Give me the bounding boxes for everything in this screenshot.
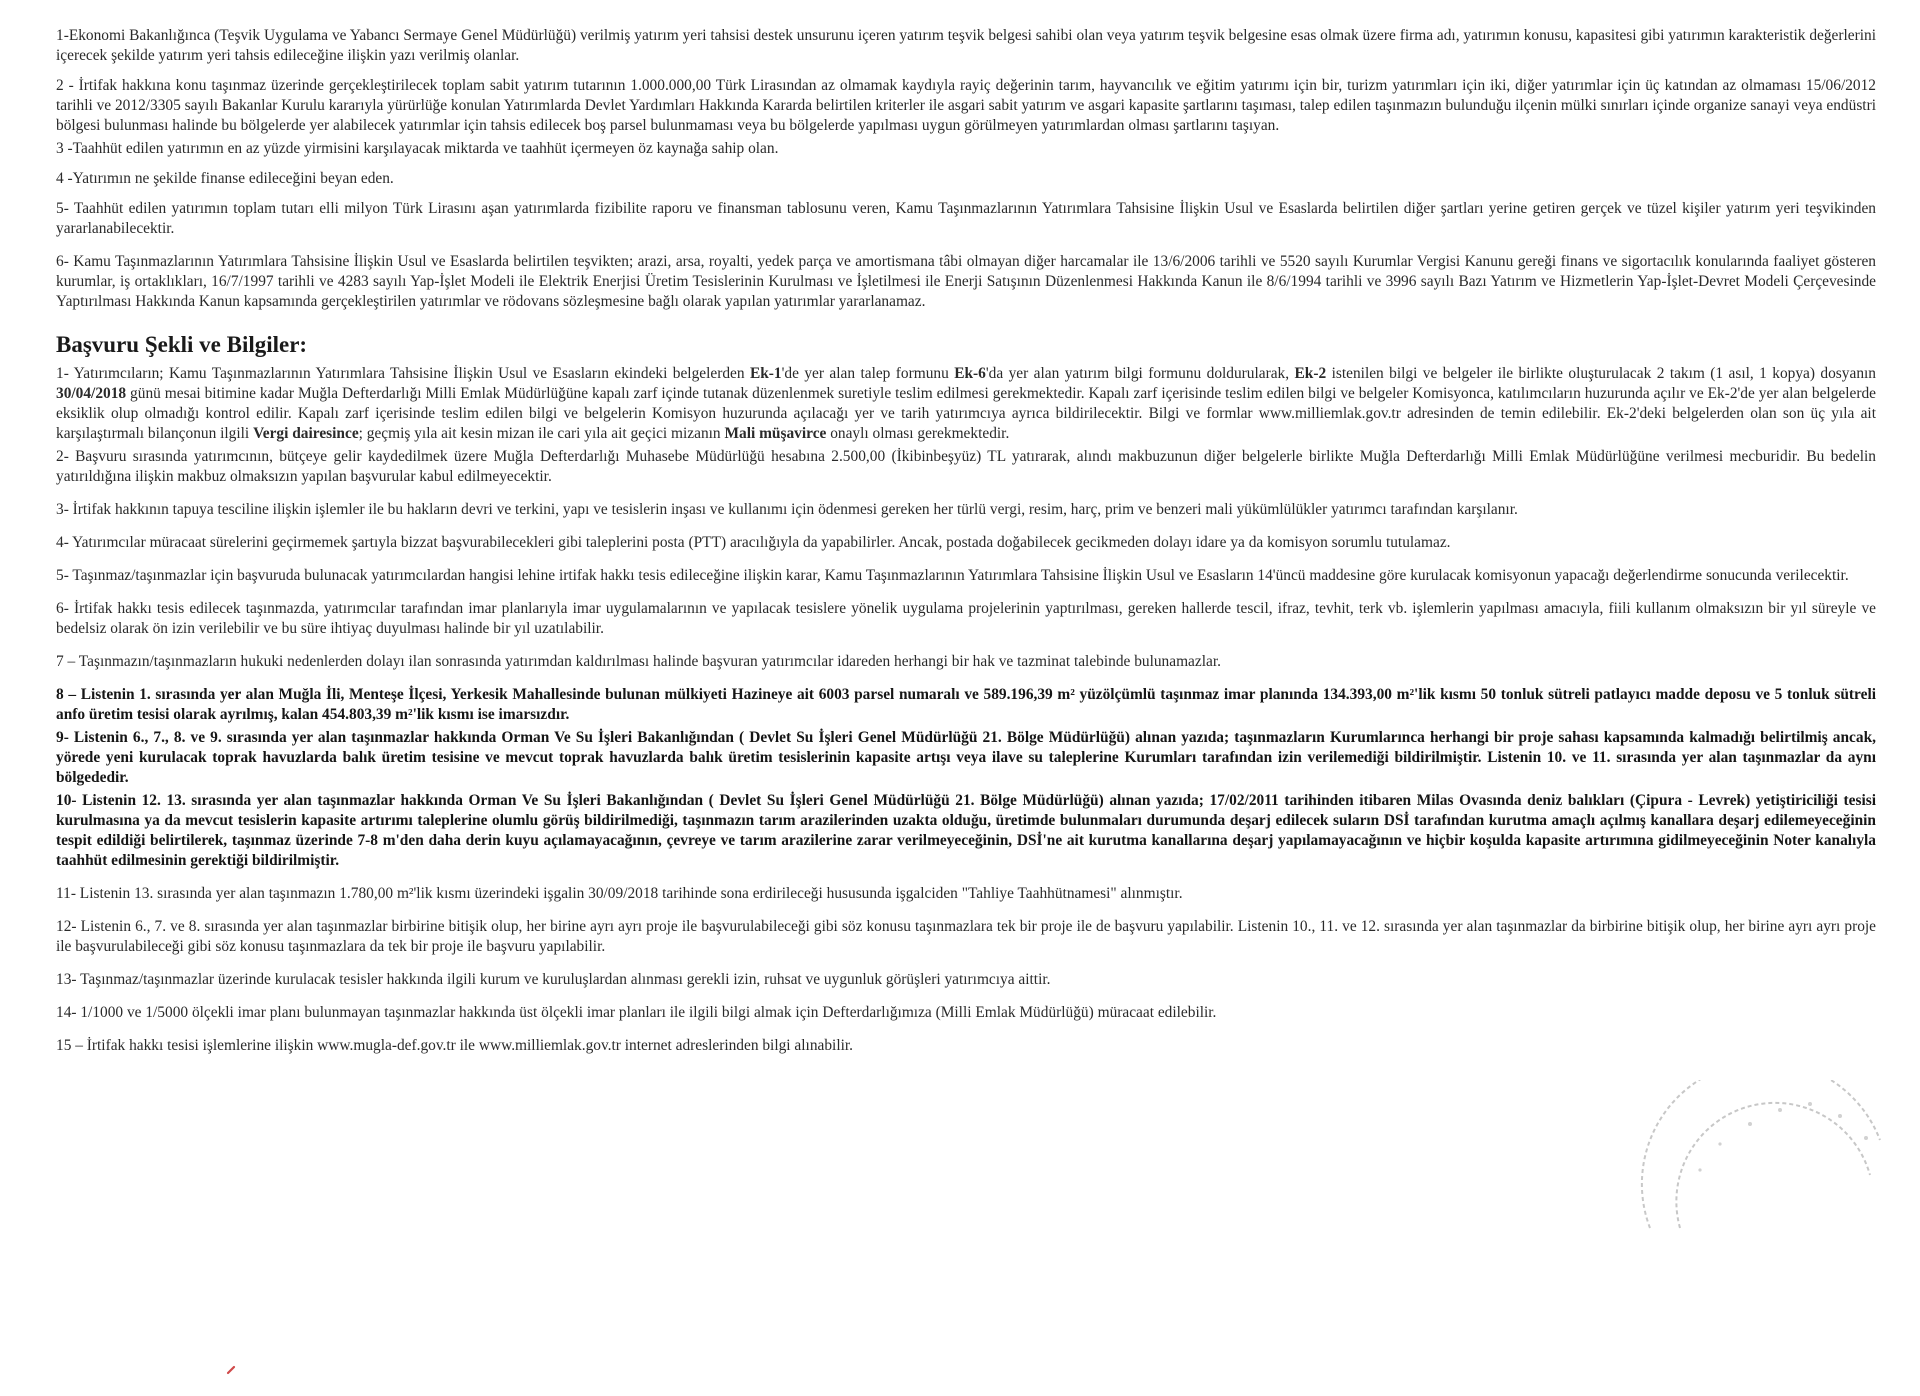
eligibility-item-3: 3 -Taahhüt edilen yatırımın en az yüzde yirmisini karşılayacak miktarda ve taahhüt içermeyen öz kaynağa sahip olan. [56,140,779,157]
application-item-3: 3- İrtifak hakkının tapuya tesciline ilişkin işlemler ile bu hakların devri ve terkini, yapı ve tesislerin inşası ve kullanımı için ödenmesi gereken her türlü vergi, resim, harç, prim ve benzeri mali yükümlülükler yatırımcı tarafından karşılanır. [56,501,1518,518]
application-item-7: 7 – Taşınmazın/taşınmazların hukuki nedenlerden dolayı ilan sonrasında yatırımdan kaldırılması halinde başvuran yatırımcılar idareden herhangi bir hak ve tazminat talebinde bulunamazlar. [56,653,1221,670]
application-item-13: 13- Taşınmaz/taşınmazlar üzerinde kurulacak tesisler hakkında ilgili kurum ve kuruluşlardan alınması gerekli izin, ruhsat ve uygunluk görüşleri yatırımcıya aittir. [56,971,1051,988]
application-item-9: 9- Listenin 6., 7., 8. ve 9. sırasında yer alan taşınmazlar hakkında Orman Ve Su İşleri Bakanlığından ( Devlet Su İşleri Genel Müdürlüğü 21. Bölge Müdürlüğü) alınan yazıda; taşınmazların Kurumlarınca herhangi bir proje sahası kapsamında kalmadığı belirtilmiş ancak, yörede yeni kurulacak toprak havuzlarda balık üretim tesisine ve mevcut toprak havuzlarda balık üretim tesislerinin kapasite artışı veya ilave su taleplerine Kurumları tarafından izin verilemediği bildirilmiştir. Listenin 10. ve 11. sırasında yer alan taşınmazlar da aynı bölgededir. [56,729,1876,786]
application-item-6: 6- İrtifak hakkı tesis edilecek taşınmazda, yatırımcılar tarafından imar planlarıyla imar uygulamalarının ve yapılacak tesislere yönelik uygulama projelerinin yaptırılması, gereken hallerde tescil, ifraz, tevhit, terk vb. işlemlerin yapılması amacıyla, fiili kullanım olmaksızın bir yıl süreyle ve bedelsiz olarak ön izin verilebilir ve bu süre ihtiyaç duyulması halinde bir yıl uzatılabilir. [56,600,1876,637]
eligibility-item-1: 1-Ekonomi Bakanlığınca (Teşvik Uygulama ve Yabancı Sermaye Genel Müdürlüğü) verilmiş yatırım yeri tahsisi destek unsurunu içeren yatırım teşvik belgesi sahibi olan veya yatırım teşvik belgesine esas olmak üzere firma adı, yatırımın konusu, kapasitesi gibi yatırımın karakteristik değerlerini içerecek şekilde yatırım yeri tahsis edileceğine ilişkin yazı verilmiş olanlar. [56,27,1876,64]
application-item-15: 15 – İrtifak hakkı tesisi işlemlerine ilişkin www.mugla-def.gov.tr ile www.milliemlak.gov.tr internet adreslerinden bilgi alınabilir. [56,1037,853,1054]
section-heading: Başvuru Şekli ve Bilgiler: [56,332,308,357]
application-item-8: 8 – Listenin 1. sırasında yer alan Muğla İli, Menteşe İlçesi, Yerkesik Mahallesinde bulunan mülkiyeti Hazineye ait 6003 parsel numaralı ve 589.196,39 m² yüzölçümlü taşınmaz imar planında 134.393,00 m²'lik kısmı 50 tonluk sütreli patlayıcı madde deposu ve 5 tonluk sütreli anfo üretim tesisi olarak ayrılmış, kalan 454.803,39 m²'lik kısmı ise imarsızdır. [56,686,1876,723]
text-run: günü mesai bitimine kadar Muğla Defterdarlığı Milli Emlak Müdürlüğüne kapalı zarf içinde tutanak düzenlenmek suretiyle teslim edilmesi gerekmektedir. Kapalı zarf içerisinde teslim edilen bilgi ve belgeler Komisyonca, katılımcıların huzurunda açılır ve Ek-2'de yer alan belgelerde eksiklik olup olmadığı kontrol edilir. Kapalı zarf içerisinde teslim edilen bilgi ve belgelerin Komisyon huzurunda açılacağı yer ve tarih yatırımcıya ayrıca bildirilecektir. Bilgi ve formlar www.milliemlak.gov.tr adresinden de temin edilebilir. Ek-2'deki belgelerden olan son üç yıla ait karşılaştırmalı bilançonun ilgili [56,385,1876,442]
red-pen-mark-icon [226,1365,236,1375]
eligibility-item-5: 5- Taahhüt edilen yatırımın toplam tutarı elli milyon Türk Lirasını aşan yatırımlarda fizibilite raporu ve finansman tablosunu veren, Kamu Taşınmazlarının Yatırımlara Tahsisine İlişkin Usul ve Esaslarda belirtilen diğer şartları yerine getiren gerçek ve tüzel kişiler yatırım yeri teşvikinden yararlanabilecektir. [56,200,1876,237]
application-item-11: 11- Listenin 13. sırasında yer alan taşınmazın 1.780,00 m²'lik kısmı üzerindeki işgalin 30/09/2018 tarihinde sona erdirileceği hususunda işgalciden "Tahliye Taahhütnamesi" alınmıştır. [56,885,1183,902]
application-item-10: 10- Listenin 12. 13. sırasında yer alan taşınmazlar hakkında Orman Ve Su İşleri Bakanlığından ( Devlet Su İşleri Genel Müdürlüğü 21. Bölge Müdürlüğü) alınan yazıda; 17/02/2011 tarihinden itibaren Milas Ovasında deniz balıkları (Çipura - Levrek) yetiştiriciliği tesisi kurulmasına ya da mevcut tesislerin kapasite artırımı taleplerine olumlu görüş bildirilmediği, taşınmazın tarım arazilerinden uzakta olduğu, üretimde bulunmaları durumunda deşarj edilecek suların DSİ tarafından kurutma amaçlı açılmış kanallara deşarj edilemeyeceğinin tespit edildiği belirtilerek, taşınmaz üzerinde 7-8 m'den daha derin kuyu açılamayacağının, çevreye ve tarım arazilerine zarar verilmeyeceğinin, DSİ'ne ait kurutma kanallarına deşarj yapılamayacağının ve hiçbir koşulda kapasite artırımına gidilmeyeceğinin Noter kanalıyla taahhüt edilmesinin gerektiği bildirilmiştir. [56,792,1876,869]
application-item-14: 14- 1/1000 ve 1/5000 ölçekli imar planı bulunmayan taşınmazlar hakkında üst ölçekli imar planları ile ilgili bilgi almak için Defterdarlığımıza (Milli Emlak Müdürlüğü) müracaat edilebilir. [56,1004,1217,1021]
bold-run: Mali müşavirce [724,425,827,442]
bold-run: Ek-2 [1294,365,1327,382]
bold-run: Vergi dairesince [253,425,359,442]
application-item-2: 2- Başvuru sırasında yatırımcının, bütçeye gelir kaydedilmek üzere Muğla Defterdarlığı Muhasebe Müdürlüğü hesabına 2.500,00 (İkibinbeşyüz) TL yatırarak, alındı makbuzunun diğer belgelerle birlikte Muğla Defterdarlığı Milli Emlak Müdürlüğüne verilmesi mecburidir. Bu bedelin yatırıldığına ilişkin makbuz olmaksızın yapılan başvurular kabul edilmeyecektir. [56,448,1876,485]
eligibility-item-4: 4 -Yatırımın ne şekilde finanse edileceğini beyan eden. [56,170,394,187]
deadline-date: 30/04/2018 [56,385,127,402]
text-run: onaylı olması gerekmektedir. [826,425,1010,442]
text-run: istenilen bilgi ve belgeler ile birlikte oluşturulacak 2 takım (1 asıl, 1 kopya) dosyanın [1326,365,1876,382]
eligibility-item-6: 6- Kamu Taşınmazlarının Yatırımlara Tahsisine İlişkin Usul ve Esaslarda belirtilen teşvikten; arazi, arsa, royalti, yedek parça ve amortismana tâbi olmayan diğer harcamalar ile 13/6/2006 tarihli ve 5520 sayılı Kurumlar Vergisi Kanunu gereği finans ve sigortacılık konularında faaliyet gösteren kurumlar, iş ortaklıkları, 16/7/1997 tarihli ve 4283 sayılı Yap-İşlet Modeli ile Elektrik Enerjisi Üretim Tesislerinin Kurulması ve İşletilmesi ile Enerji Satışının Düzenlenmesi Hakkında Kanun ile 8/6/1994 tarihli ve 3996 sayılı Bazı Yatırım ve Hizmetlerin Yap-İşlet-Devret Modeli Çerçevesinde Yaptırılması Hakkında Kanun kapsamında gerçekleştirilen yatırımlar ve rödovans sözleşmesine bağlı olarak yapılan yatırımlar yararlanamaz. [56,253,1876,310]
text-run: 'da yer alan yatırım bilgi formunu doldurularak, [985,365,1295,382]
eligibility-item-2: 2 - İrtifak hakkına konu taşınmaz üzerinde gerçekleştirilecek toplam sabit yatırım tutarının 1.000.000,00 Türk Lirasından az olmamak kaydıyla rayiç değerinin tarım, hayvancılık ve eğitim yatırımı için bir, turizm yatırımları için iki, diğer yatırımlar için üç katından az olmaması 15/06/2012 tarihli ve 2012/3305 sayılı Bakanlar Kurulu kararıyla yürürlüğe konulan Yatırımlarda Devlet Yardımları Hakkında Kararda belirtilen kriterler ile asgari sabit yatırım ve asgari kapasite şartlarını taşıması, talep edilen taşınmazın bulunduğu ilçenin mülki sınırları içinde organize sanayi veya endüstri bölgesi bulunması halinde bu bölgelerde yer alabilecek yatırımlar için tahsis edilecek boş parsel bulunmaması veya bu bölgelerde yapılması uygun görülmeyen yatırımlardan olması şartlarını taşıyan. [56,77,1876,134]
text-run: 1- Yatırımcıların; Kamu Taşınmazlarının Yatırımlara Tahsisine İlişkin Usul ve Esasların ekindeki belgelerden [56,365,750,382]
text-run: ; geçmiş yıla ait kesin mizan ile cari yıla ait geçici mizanın [358,425,725,442]
bold-run: Ek-1 [749,365,782,382]
bold-run: Ek-6 [954,365,986,382]
application-item-12: 12- Listenin 6., 7. ve 8. sırasında yer alan taşınmazlar birbirine bitişik olup, her birine ayrı ayrı proje ile başvurulabileceği gibi söz konusu taşınmazlara tek bir proje ile de başvuru yapılabilir. Listenin 10., 11. ve 12. sırasında yer alan taşınmazlar da birbirine bitişik olup, her birine ayrı ayrı proje ile başvurulabileceği gibi söz konusu taşınmazlara da tek bir proje ile başvuru yapılabilir. [56,918,1876,955]
document-body [56,26,1876,1056]
application-item-1 [56,364,1876,444]
text-run: 'de yer alan talep formunu [781,365,955,382]
application-item-4: 4- Yatırımcılar müracaat sürelerini geçirmemek şartıyla bizzat başvurabilecekleri gibi taleplerini posta (PTT) aracılığıyla da yapabilirler. Ancak, postada doğabilecek gecikmeden dolayı idare ya da komisyon sorumlu tutulamaz. [56,534,1451,551]
application-item-5: 5- Taşınmaz/taşınmazlar için başvuruda bulunacak yatırımcılardan hangisi lehine irtifak hakkı tesis edileceğine ilişkin karar, Kamu Taşınmazlarının Yatırımlara Tahsisine İlişkin Usul ve Esasların 14'üncü maddesine göre kurulacak komisyonun yapacağı değerlendirme sonucunda verilecektir. [56,567,1849,584]
stamp-icon [1630,1080,1900,1230]
